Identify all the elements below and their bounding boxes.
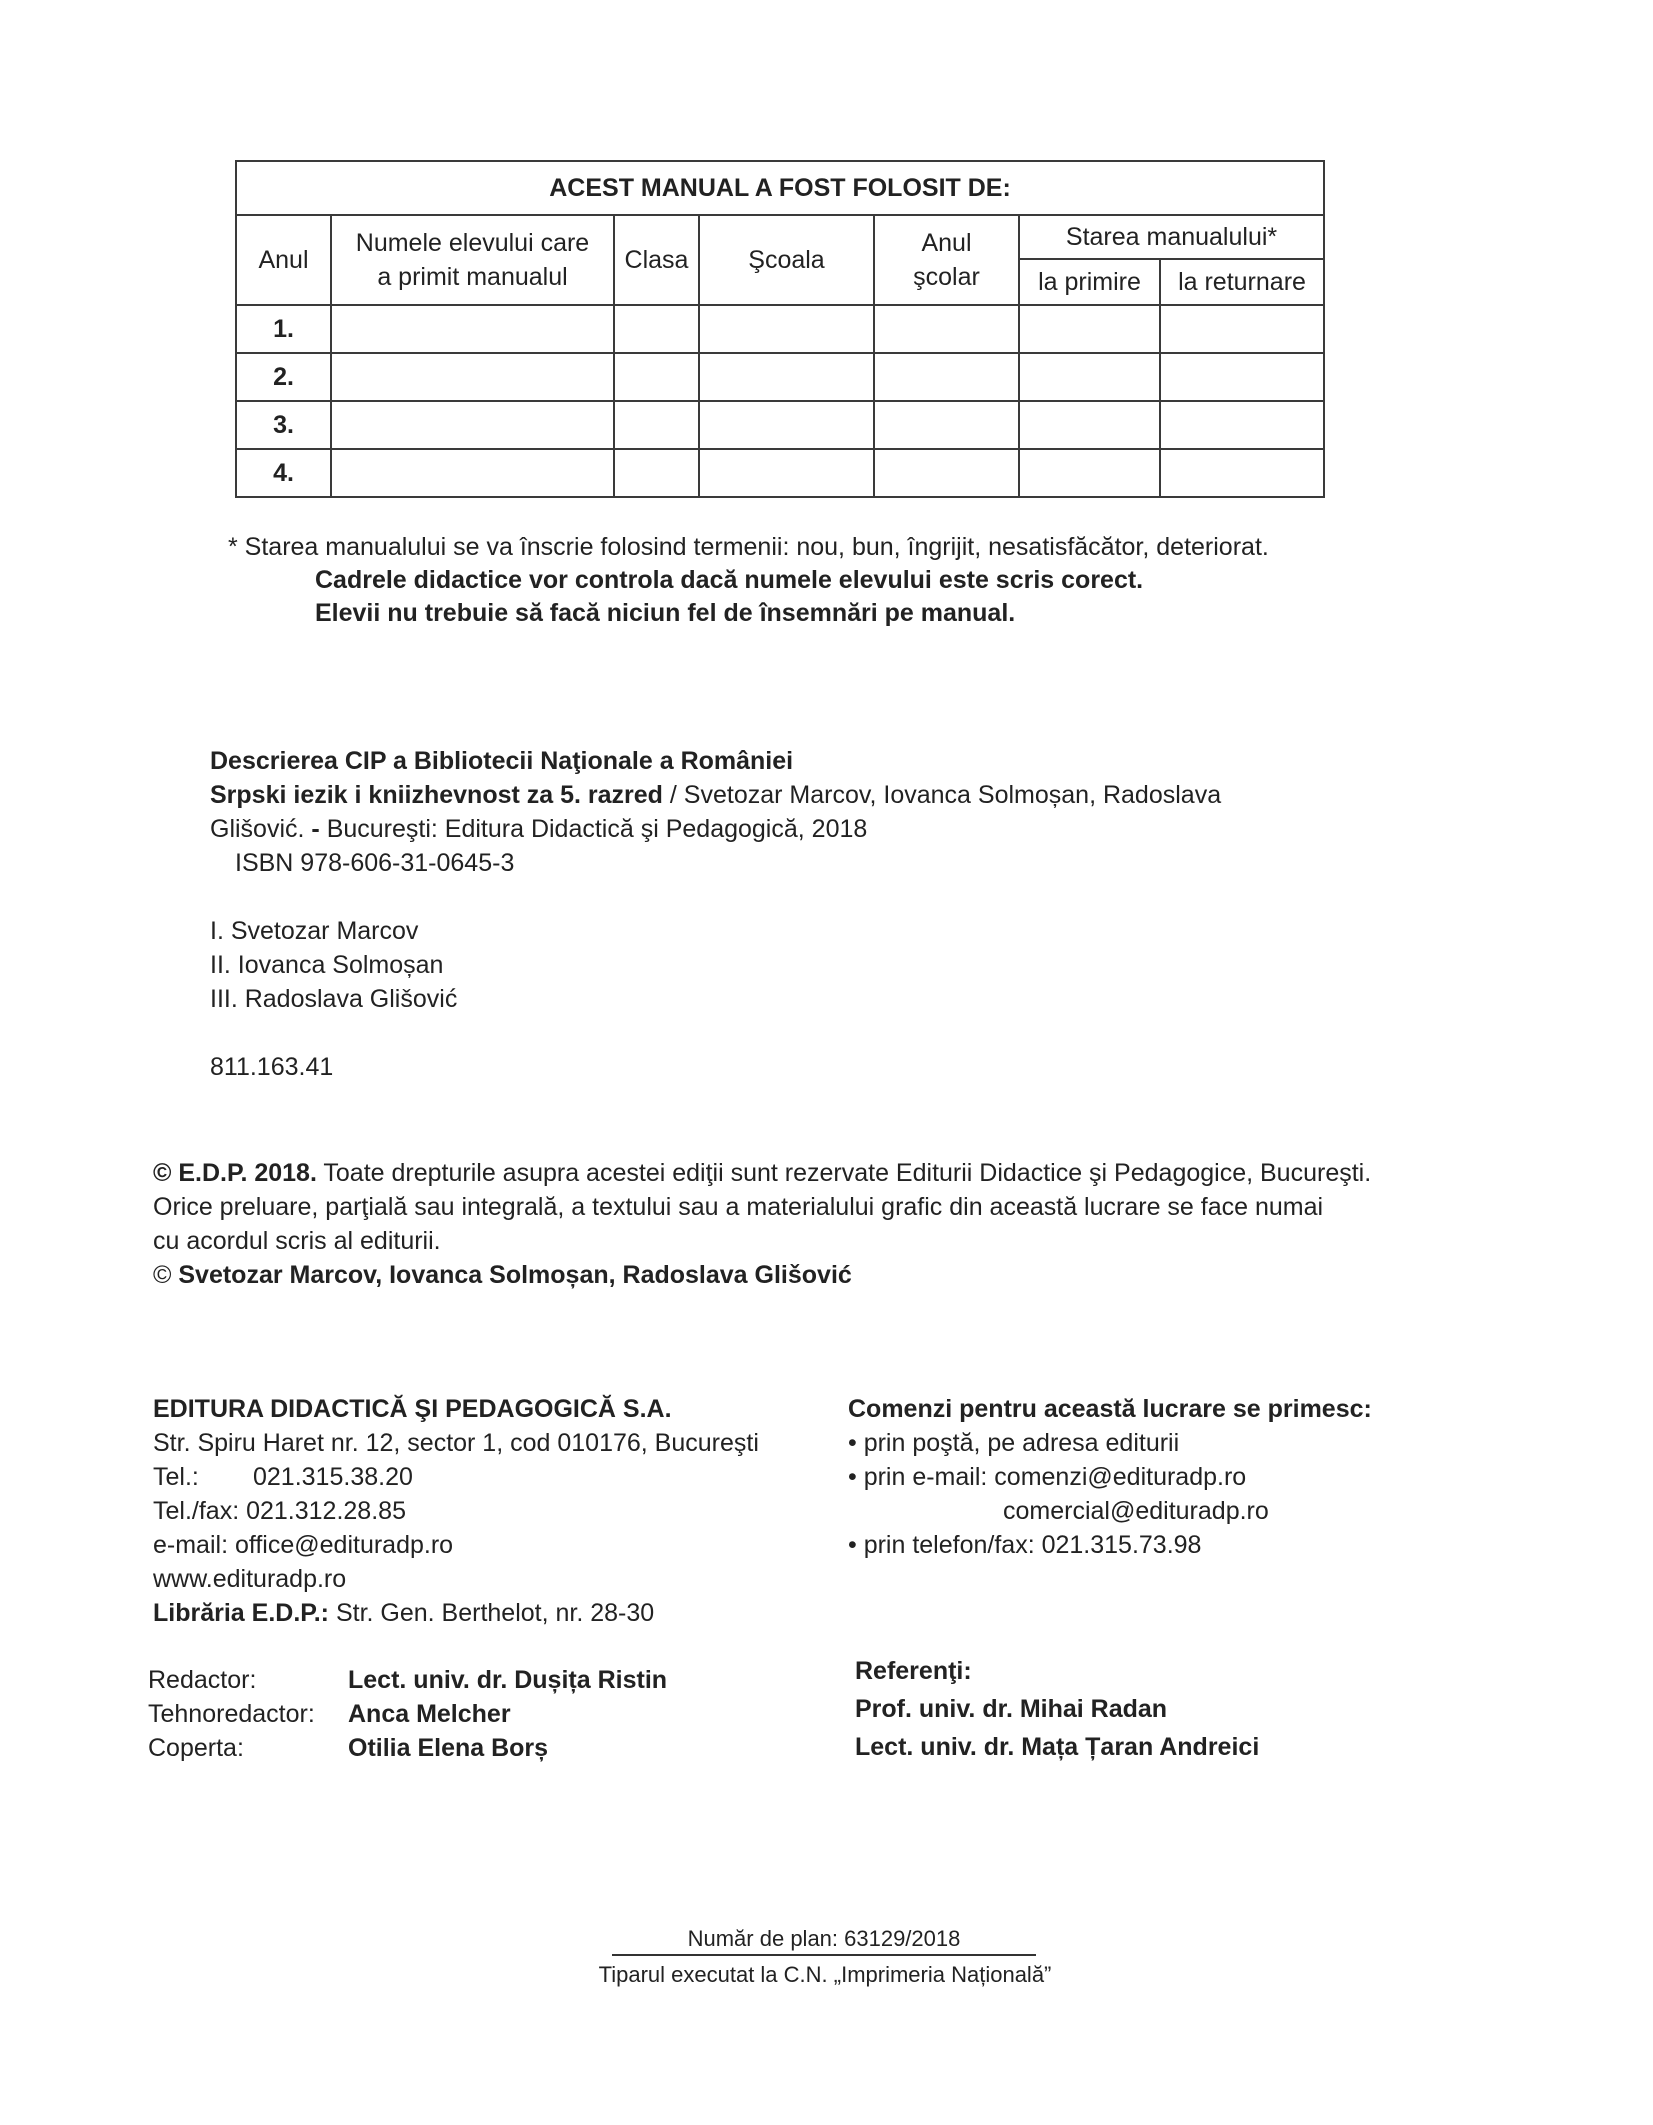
cell-nume <box>331 449 614 497</box>
copyright-authors <box>153 1258 852 1292</box>
header-la-returnare: la returnare <box>1160 259 1324 305</box>
cell-nume <box>331 305 614 353</box>
credit-label: Redactor: <box>148 1666 257 1694</box>
cell-la-primire <box>1019 401 1160 449</box>
referees-heading: Referenţi: <box>855 1657 972 1685</box>
cip-author-end: Glišović. <box>210 815 312 843</box>
orders-email: • prin e-mail: comenzi@edituradp.ro <box>848 1463 1247 1491</box>
cell-clasa <box>614 305 699 353</box>
header-anul: Anul <box>236 215 331 305</box>
plan-number: Număr de plan: 63129/2018 <box>612 1924 1036 1956</box>
cip-author-2: II. Iovanca Solmoșan <box>210 951 444 979</box>
cip-book-title: Srpski iezik i kniizhevnost za 5. razred <box>210 781 663 809</box>
cell-la-returnare <box>1160 449 1324 497</box>
row-number: 4. <box>236 449 331 497</box>
table-row <box>236 353 1324 401</box>
publisher-address: Str. Spiru Haret nr. 12, sector 1, cod 010176, Bucureşti <box>153 1429 759 1457</box>
cell-anul-scolar <box>874 305 1019 353</box>
usage-table <box>235 160 1325 498</box>
copyright-authors-names: Svetozar Marcov, Iovanca Solmoșan, Radoslava Glišović <box>178 1261 852 1289</box>
footnote: * Starea manualului se va înscrie folosind termenii: nou, bun, îngrijit, nesatisfăcător, deteriorat. <box>228 533 1269 561</box>
header-nume: Numele elevului care a primit manualul <box>331 215 614 305</box>
copyright-rights: Toate drepturile asupra acestei ediţii sunt rezervate Editurii Didactice şi Pedagogice, Bucureşti. <box>316 1159 1372 1187</box>
cell-nume <box>331 401 614 449</box>
cell-anul-scolar <box>874 401 1019 449</box>
note-teachers: Cadrele didactice vor controla dacă numele elevului este scris corect. <box>315 566 1144 594</box>
publisher-library-label: Librăria E.D.P.: <box>153 1599 329 1627</box>
table-title: ACEST MANUAL A FOST FOLOSIT DE: <box>236 161 1324 215</box>
cell-nume <box>331 353 614 401</box>
credit-value: Anca Melcher <box>348 1700 511 1728</box>
credit-row <box>0 1697 700 1731</box>
cell-anul-scolar <box>874 449 1019 497</box>
header-la-primire: la primire <box>1019 259 1160 305</box>
header-scoala: Şcoala <box>699 215 874 305</box>
orders-post: • prin poştă, pe adresa editurii <box>848 1429 1180 1457</box>
cip-title-line <box>210 778 1221 812</box>
cell-clasa <box>614 449 699 497</box>
cip-heading: Descrierea CIP a Bibliotecii Naţionale a României <box>210 747 794 775</box>
table-row <box>236 449 1324 497</box>
publisher-tel <box>153 1460 413 1494</box>
publisher-fax: Tel./fax: 021.312.28.85 <box>153 1497 406 1525</box>
copyright-lead: © E.D.P. 2018. <box>153 1159 317 1187</box>
copyright-line-3: cu acordul scris al editurii. <box>153 1227 441 1255</box>
credit-row <box>0 1731 700 1765</box>
cell-scoala <box>699 401 874 449</box>
cell-scoala <box>699 353 874 401</box>
cip-dash: - <box>311 815 327 843</box>
cell-la-returnare <box>1160 401 1324 449</box>
cell-la-returnare <box>1160 353 1324 401</box>
credit-row <box>0 1663 700 1697</box>
cip-cdu: 811.163.41 <box>210 1053 334 1081</box>
publisher-tel-label: Tel.: <box>153 1463 199 1491</box>
row-number: 1. <box>236 305 331 353</box>
row-number: 3. <box>236 401 331 449</box>
cip-imprint: Bucureşti: Editura Didactică şi Pedagogică, 2018 <box>326 815 868 843</box>
note-students: Elevii nu trebuie să facă niciun fel de însemnări pe manual. <box>315 599 1016 627</box>
cell-scoala <box>699 449 874 497</box>
cell-clasa <box>614 401 699 449</box>
cip-imprint-line <box>210 812 867 846</box>
header-clasa: Clasa <box>614 215 699 305</box>
publisher-web: www.edituradp.ro <box>153 1565 347 1593</box>
row-number: 2. <box>236 353 331 401</box>
credit-value: Lect. univ. dr. Dușița Ristin <box>348 1666 668 1694</box>
header-starea: Starea manualului* <box>1019 215 1324 259</box>
cell-anul-scolar <box>874 353 1019 401</box>
cell-scoala <box>699 305 874 353</box>
cell-la-primire <box>1019 305 1160 353</box>
referee-2: Lect. univ. dr. Mața Țaran Andreici <box>855 1733 1260 1761</box>
publisher-library-address: Str. Gen. Berthelot, nr. 28-30 <box>329 1599 655 1627</box>
table-row <box>236 401 1324 449</box>
cell-la-primire <box>1019 353 1160 401</box>
copyright-line-2: Orice preluare, parţială sau integrală, a textului sau a materialului grafic din această lucrare se face numai <box>153 1193 1324 1221</box>
publisher-library <box>153 1596 654 1630</box>
printing-note: Tiparul executat la C.N. „Imprimeria Națională” <box>598 1962 1052 1987</box>
copyright-line-1 <box>153 1156 1371 1190</box>
cip-authors-line: / Svetozar Marcov, Iovanca Solmoșan, Radoslava <box>662 781 1222 809</box>
table-row <box>236 305 1324 353</box>
credit-label: Tehnoredactor: <box>148 1700 315 1728</box>
cell-la-primire <box>1019 449 1160 497</box>
credit-label: Coperta: <box>148 1734 244 1762</box>
cip-author-3: III. Radoslava Glišović <box>210 985 458 1013</box>
copyright-symbol: © <box>153 1261 179 1289</box>
publisher-name: EDITURA DIDACTICĂ ŞI PEDAGOGICĂ S.A. <box>153 1395 672 1423</box>
cip-isbn: ISBN 978-606-31-0645-3 <box>235 849 515 877</box>
orders-phone: • prin telefon/fax: 021.315.73.98 <box>848 1531 1202 1559</box>
orders-email-2: comercial@edituradp.ro <box>1003 1497 1269 1525</box>
publisher-tel-value: 021.315.38.20 <box>253 1463 413 1491</box>
header-anul-scolar: Anul şcolar <box>874 215 1019 305</box>
referee-1: Prof. univ. dr. Mihai Radan <box>855 1695 1168 1723</box>
cell-la-returnare <box>1160 305 1324 353</box>
credit-value: Otilia Elena Borș <box>348 1734 549 1762</box>
cip-author-1: I. Svetozar Marcov <box>210 917 419 945</box>
cell-clasa <box>614 353 699 401</box>
orders-heading: Comenzi pentru această lucrare se primesc: <box>848 1395 1372 1423</box>
publisher-email: e-mail: office@edituradp.ro <box>153 1531 454 1559</box>
